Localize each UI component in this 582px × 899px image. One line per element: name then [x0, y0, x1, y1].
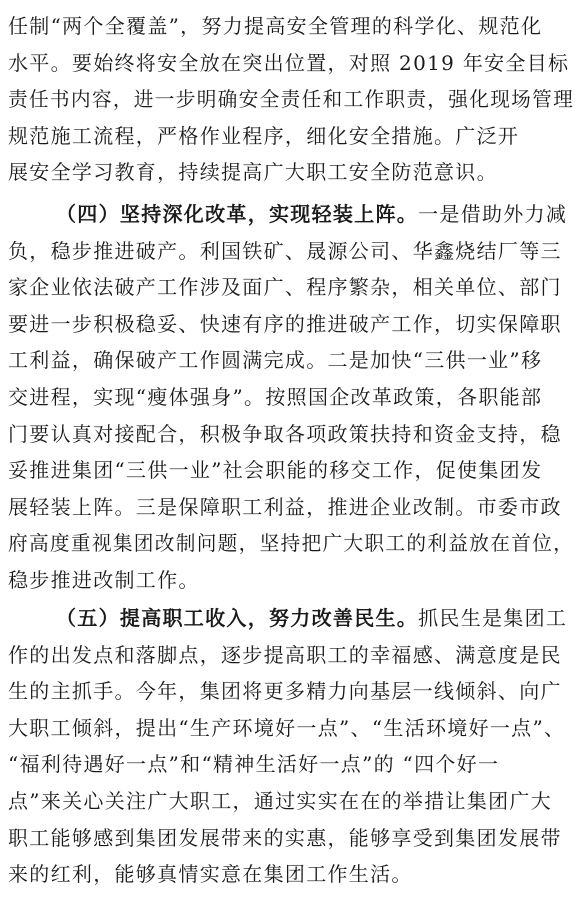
text-run: 府高度重视集团改制问题，坚持把广大职工的利益放在首位，	[8, 531, 575, 556]
text-run: 要进一步积极稳妥、快速有序的推进破产工作，切实保障职	[8, 311, 562, 336]
section-heading: （五）提高职工收入，努力改善民生。	[56, 606, 419, 630]
text-run: 妥推进集团“三供一业”社会职能的移交工作，促使集团发	[8, 458, 543, 483]
text-run: 家企业依法破产工作涉及面广、程序繁杂，相关单位、部门	[8, 275, 562, 300]
text-line	[8, 525, 574, 561]
text-line	[8, 379, 542, 415]
text-line	[8, 710, 565, 746]
text-line	[56, 600, 567, 636]
text-line	[8, 118, 519, 154]
text-run: 职工能够感到集团发展带来的实惠，能够享受到集团发展带	[8, 825, 562, 850]
text-run: 任制“两个全覆盖”，努力提高安全管理的科学化、规范化	[8, 14, 543, 38]
text-line	[8, 306, 562, 342]
text-run: 生的主抓手。今年，集团将更多精力向基层一线倾斜、向广	[8, 679, 562, 704]
text-line	[8, 820, 562, 856]
text-run: 门要认真对接配合，积极争取各项政策扶持和资金支持，稳	[8, 421, 562, 446]
text-run: 责任书内容，进一步明确安全责任和工作职责，强化现场管理	[8, 87, 575, 112]
text-line	[8, 81, 574, 117]
text-line	[8, 8, 542, 44]
text-run: 稳步推进改制工作。	[8, 568, 200, 592]
text-run: 工利益，确保破产工作圆满完成。二是加快“三供一业”移	[8, 348, 543, 373]
text-run: 负，稳步推进破产。利国铁矿、晟源公司、华鑫烧结厂等三	[8, 238, 562, 263]
text-run: “福利待遇好一点”和“精神生活好一点”的 “四个好一	[8, 752, 500, 777]
text-run: 大职工倾斜，提出“生产环境好一点”、“生活环境好一点”、	[8, 715, 566, 740]
text-line	[8, 45, 569, 81]
text-run: 作的出发点和落脚点，逐步提高职工的幸福感、满意度是民	[8, 642, 562, 667]
text-line	[8, 233, 562, 269]
text-run: 一是借助外力减	[418, 202, 568, 226]
text-line	[8, 489, 562, 525]
text-run: 抓民生是集团工	[418, 606, 568, 630]
text-run: 展安全学习教育，持续提高广大职工安全防范意识。	[8, 160, 498, 185]
text-line	[8, 562, 200, 598]
text-run: 规范施工流程，严格作业程序，细化安全措施。广泛开	[8, 123, 520, 148]
text-run: 水平。要始终将安全放在突出位置，对照 2019 年安全目标	[8, 50, 570, 75]
text-run: 展轻装上阵。三是保障职工利益，推进企业改制。市委市政	[8, 494, 562, 519]
text-run: 点”来关心关注广大职工，通过实实在在的举措让集团广大	[8, 789, 553, 813]
text-line	[8, 746, 499, 782]
text-line	[8, 783, 552, 819]
text-line	[8, 856, 413, 892]
text-line	[8, 269, 562, 305]
text-line	[8, 452, 542, 488]
text-run: 交进程，实现“瘦体强身”。按照国企改革政策，各职能部	[8, 385, 543, 409]
text-line	[56, 196, 567, 232]
text-line	[8, 637, 562, 673]
text-line	[8, 342, 542, 378]
text-line	[8, 154, 498, 190]
text-run: 来的红利，能够真情实意在集团工作生活。	[8, 862, 413, 887]
text-line	[8, 673, 562, 709]
text-line	[8, 416, 562, 452]
section-heading: （四）坚持深化改革，实现轻装上阵。	[56, 202, 419, 226]
